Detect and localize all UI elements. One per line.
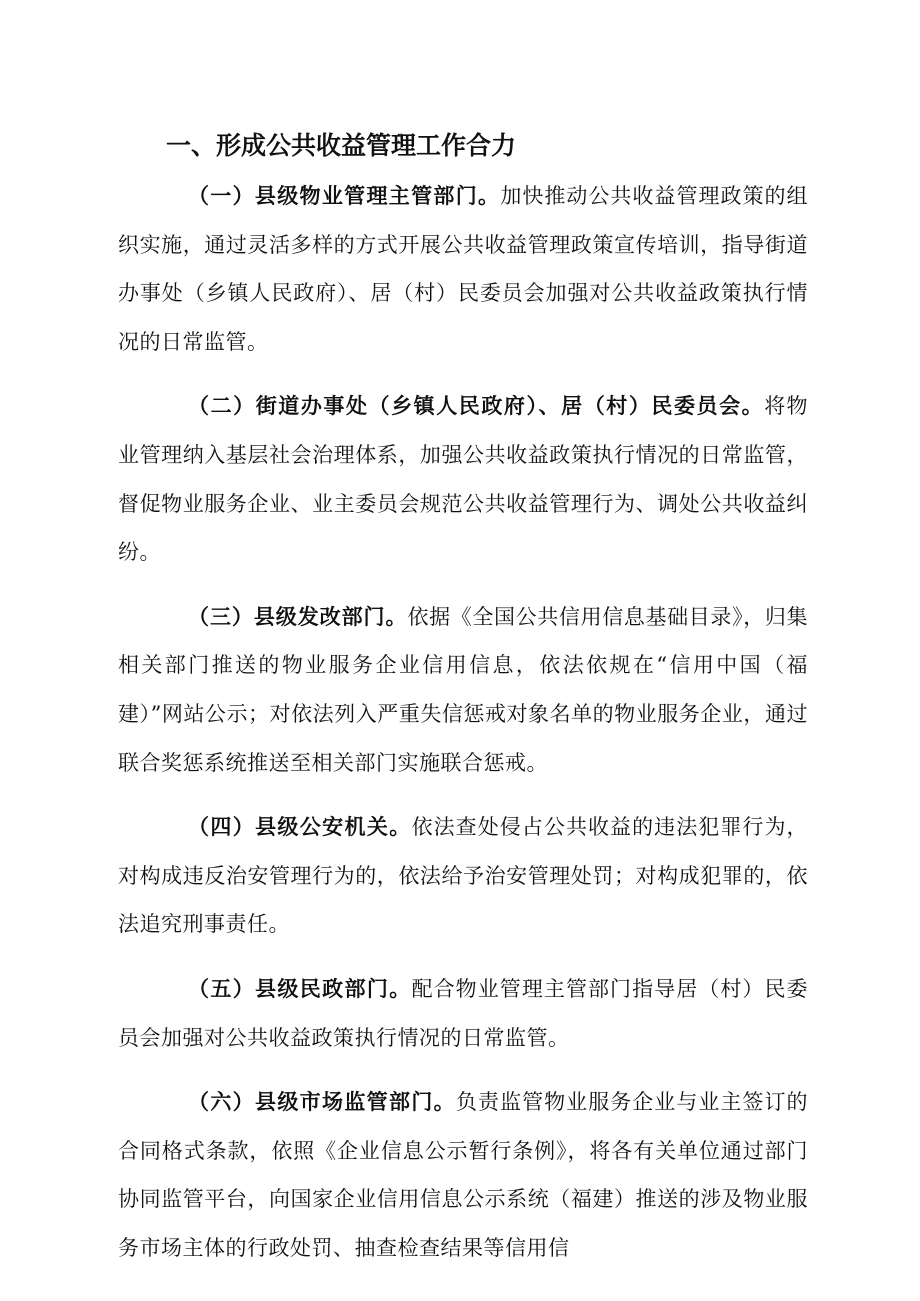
paragraph-text: 加快推动公共收益管理政策的组织实施，通过灵活多样的方式开展公共收益管理政策宣传培训，指导街道办事处（乡镇人民政府）、居（村）民委员会加强对公共收益政策执行情况的日常监管。 [118, 184, 809, 354]
paragraph-street-office [118, 382, 808, 576]
paragraph-lead: （二）街道办事处（乡镇人民政府）、居（村）民委员会。 [188, 394, 765, 419]
paragraph-lead: （三）县级发改部门。 [188, 604, 408, 629]
paragraph-text: 负责监管物业服务企业与业主签订的合同格式条款，依照《企业信息公示暂行条例》，将各有关单位通过部门协同监管平台，向国家企业信用信息公示系统（福建）推送的涉及物业服务市场主体的行政处罚、抽查检查结果等信用信 [118, 1090, 808, 1260]
section-heading: 一、形成公共收益管理工作合力 [166, 131, 517, 160]
paragraph-civil-affairs [118, 965, 808, 1062]
paragraph-public-security [118, 803, 808, 949]
paragraph-text: 配合物业管理主管部门指导居（村）民委员会加强对公共收益政策执行情况的日常监管。 [118, 976, 809, 1050]
paragraph-lead: （六）县级市场监管部门。 [188, 1090, 456, 1115]
paragraph-text: 依法查处侵占公共收益的违法犯罪行为，对构成违反治安管理行为的，依法给予治安管理处罚；对构成犯罪的，依法追究刑事责任。 [118, 815, 809, 937]
paragraph-county-property-dept [118, 172, 808, 366]
paragraph-market-supervision [118, 1078, 808, 1272]
document-body [118, 172, 808, 1288]
paragraph-development-reform-dept [118, 593, 808, 787]
paragraph-lead: （四）县级公安机关。 [188, 815, 412, 840]
paragraph-text: 依据《全国公共信用信息基础目录》，归集相关部门推送的物业服务企业信用信息，依法依规在“信用中国（福建）”网站公示；对依法列入严重失信惩戒对象名单的物业服务企业，通过联合奖惩系统推送至相关部门实施联合惩戒。 [118, 604, 809, 775]
paragraph-lead: （五）县级民政部门。 [188, 976, 412, 1001]
paragraph-text: 将物业管理纳入基层社会治理体系，加强公共收益政策执行情况的日常监管，督促物业服务企业、业主委员会规范公共收益管理行为、调处公共收益纠纷。 [118, 394, 808, 565]
paragraph-lead: （一）县级物业管理主管部门。 [188, 184, 501, 208]
